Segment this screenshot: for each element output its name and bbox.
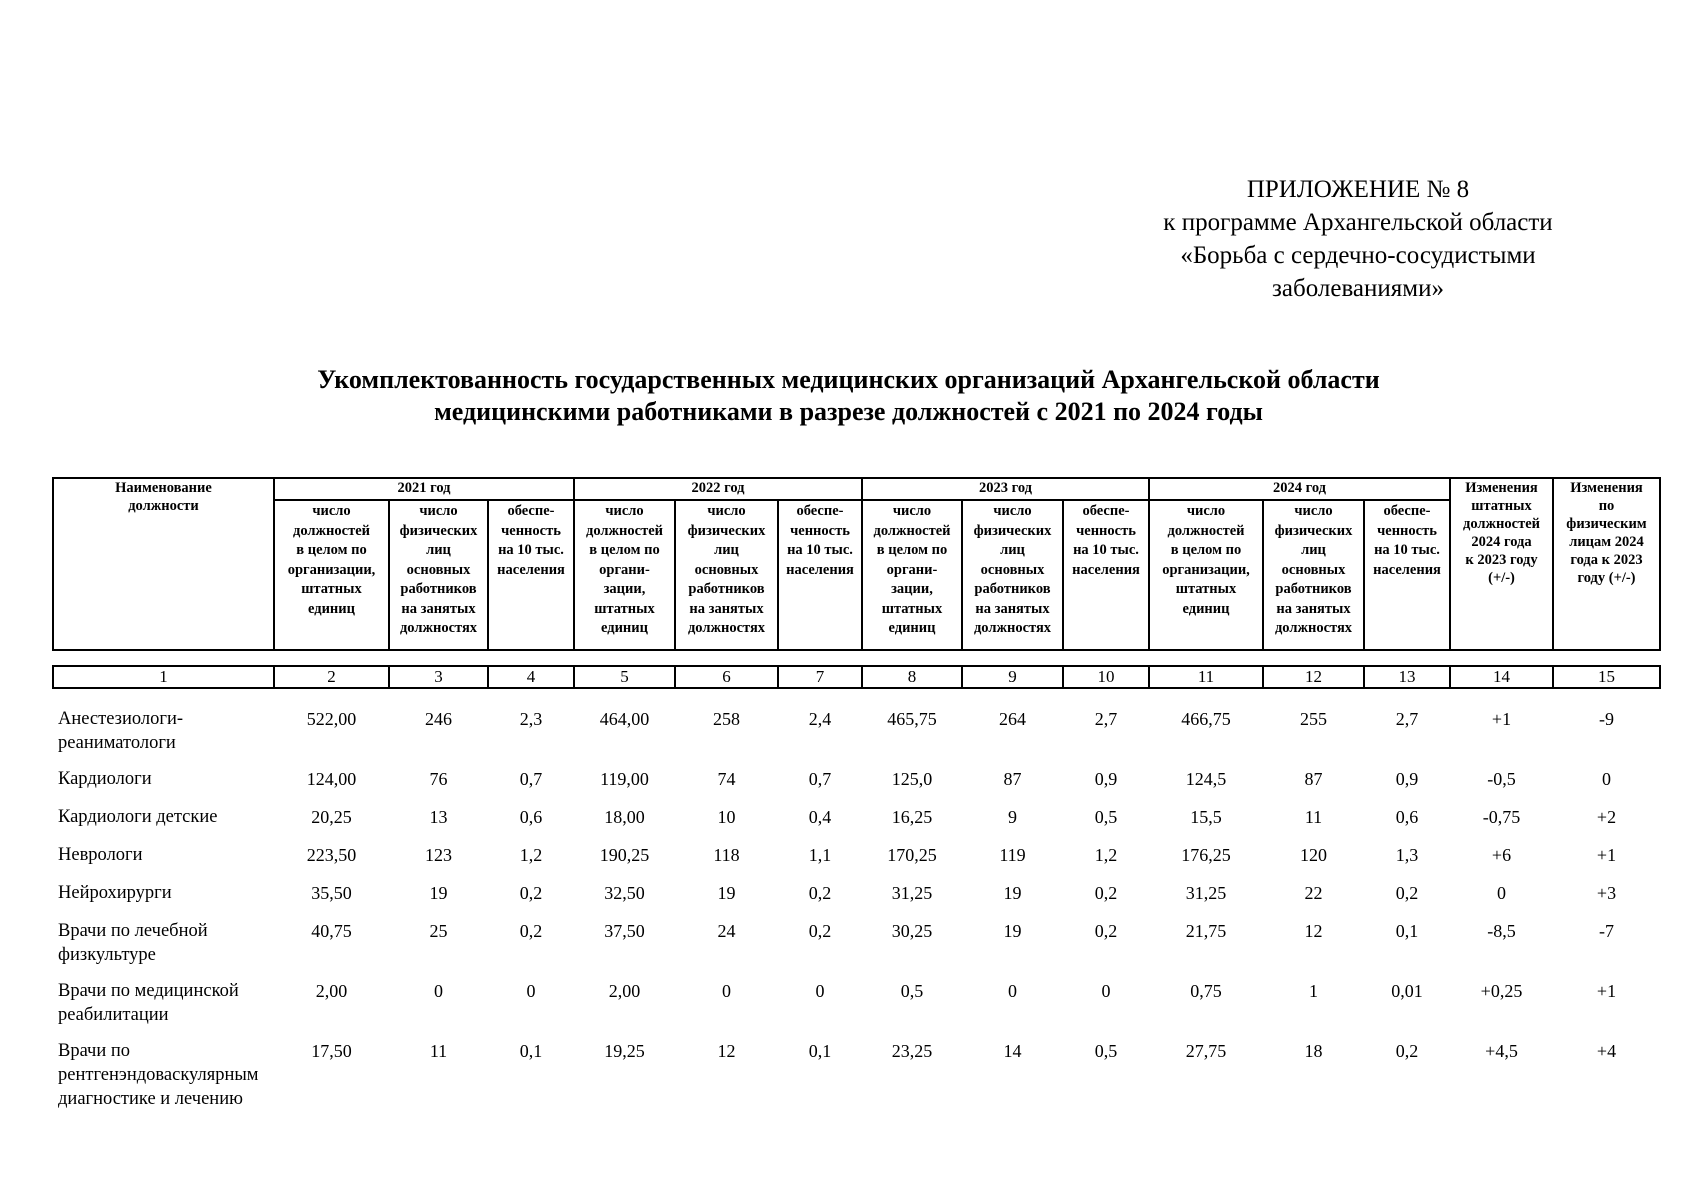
- value-cell: 19,25: [604, 1041, 645, 1061]
- position-name-cell: Кардиологи: [58, 769, 152, 789]
- value-cell: 12: [1304, 921, 1323, 941]
- value-cell: 0,5: [1094, 1041, 1118, 1061]
- table-header: [53, 478, 1660, 650]
- value-cell: 20,25: [311, 807, 352, 827]
- value-cell: 0,1: [1395, 921, 1419, 941]
- value-cell: +4: [1596, 1041, 1617, 1061]
- value-cell: 118: [713, 845, 740, 865]
- value-cell: 0,5: [1094, 807, 1118, 827]
- column-number-cell: 15: [1553, 666, 1660, 688]
- value-cell: 0,2: [808, 883, 832, 903]
- header-year-2021: 2021 год: [274, 478, 574, 500]
- value-cell: 123: [425, 845, 452, 865]
- value-cell: 119: [999, 845, 1026, 865]
- value-cell: 0,6: [519, 807, 543, 827]
- value-cell: 17,50: [311, 1041, 352, 1061]
- column-number-row-group: [53, 650, 1660, 703]
- value-cell: 0: [1497, 883, 1506, 903]
- value-cell: -9: [1599, 709, 1614, 729]
- table-row: [53, 915, 1660, 975]
- header-sub-positions: число должностей в целом по организации, штатных единиц: [274, 500, 389, 650]
- value-cell: +1: [1596, 845, 1617, 865]
- value-cell: 0: [1008, 981, 1017, 1001]
- column-number-cell: 12: [1263, 666, 1364, 688]
- value-cell: 190,25: [599, 845, 650, 865]
- appendix-line-2: к программе Архангельской области: [1163, 209, 1553, 236]
- column-number-cell: 6: [675, 666, 778, 688]
- position-name-cell: Врачи по лечебной физкультуре: [58, 921, 208, 965]
- header-year-2022: 2022 год: [574, 478, 862, 500]
- value-cell: 1,3: [1395, 845, 1419, 865]
- column-number-cell: 5: [574, 666, 675, 688]
- value-cell: 18,00: [604, 807, 645, 827]
- value-cell: 0,2: [808, 921, 832, 941]
- value-cell: 87: [1003, 769, 1022, 789]
- value-cell: 11: [1304, 807, 1323, 827]
- column-number-cell: 7: [778, 666, 862, 688]
- header-sub-persons: число физических лиц основных работников на занятых должностях: [1263, 500, 1364, 650]
- value-cell: 0,2: [519, 883, 543, 903]
- header-sub-positions: число должностей в целом по органи- зации, штатных единиц: [574, 500, 675, 650]
- value-cell: 1,2: [1094, 845, 1118, 865]
- value-cell: 2,7: [1094, 709, 1118, 729]
- value-cell: -7: [1599, 921, 1614, 941]
- value-cell: 124,00: [306, 769, 357, 789]
- value-cell: 74: [717, 769, 736, 789]
- value-cell: 120: [1300, 845, 1327, 865]
- value-cell: -8,5: [1487, 921, 1516, 941]
- appendix-header: [1128, 173, 1588, 305]
- header-sub-persons: число физических лиц основных работников на занятых должностях: [962, 500, 1063, 650]
- value-cell: 40,75: [311, 921, 352, 941]
- value-cell: 0,1: [519, 1041, 543, 1061]
- value-cell: 2,3: [519, 709, 543, 729]
- value-cell: 31,25: [1185, 883, 1227, 903]
- value-cell: 21,75: [1185, 921, 1227, 941]
- value-cell: 0,2: [1094, 883, 1118, 903]
- value-cell: 19: [1003, 883, 1022, 903]
- value-cell: 176,25: [1181, 845, 1231, 865]
- column-number-cell: 4: [488, 666, 574, 688]
- value-cell: 10: [717, 807, 736, 827]
- header-sub-provision: обеспе- ченность на 10 тыс. населения: [1063, 500, 1149, 650]
- column-number-cell: 14: [1450, 666, 1553, 688]
- value-cell: 119,00: [600, 769, 649, 789]
- value-cell: 0,7: [519, 769, 543, 789]
- column-number-row: [53, 666, 1660, 688]
- column-number-cell: 1: [53, 666, 274, 688]
- value-cell: -0,75: [1482, 807, 1521, 827]
- value-cell: 223,50: [306, 845, 357, 865]
- header-sub-positions: число должностей в целом по организации, штатных единиц: [1149, 500, 1263, 650]
- header-sub-provision: обеспе- ченность на 10 тыс. населения: [488, 500, 574, 650]
- value-cell: 0,5: [900, 981, 924, 1001]
- column-number-cell: 11: [1149, 666, 1263, 688]
- value-cell: 0,4: [808, 807, 832, 827]
- value-cell: 170,25: [887, 845, 937, 865]
- value-cell: +1: [1596, 981, 1617, 1001]
- position-name-cell: Неврологи: [58, 845, 143, 865]
- value-cell: 125,0: [891, 769, 933, 789]
- position-name-cell: Нейрохирурги: [58, 883, 172, 903]
- column-number-cell: 2: [274, 666, 389, 688]
- header-sub-provision: обеспе- ченность на 10 тыс. населения: [1364, 500, 1450, 650]
- value-cell: 464,00: [599, 709, 650, 729]
- value-cell: -0,5: [1487, 769, 1516, 789]
- value-cell: 37,50: [604, 921, 645, 941]
- value-cell: 9: [1008, 807, 1017, 827]
- value-cell: 0,2: [519, 921, 543, 941]
- value-cell: +3: [1596, 883, 1617, 903]
- value-cell: 2,7: [1395, 709, 1419, 729]
- table-row: [53, 877, 1660, 915]
- value-cell: 466,75: [1181, 709, 1231, 729]
- value-cell: 246: [425, 709, 452, 729]
- position-name-cell: Врачи по рентгенэндоваскулярным диагностике и лечению: [58, 1041, 259, 1109]
- value-cell: 0,75: [1190, 981, 1222, 1001]
- value-cell: 76: [429, 769, 448, 789]
- value-cell: 1: [1309, 981, 1318, 1001]
- value-cell: 0: [722, 981, 731, 1001]
- value-cell: 22: [1304, 883, 1323, 903]
- value-cell: 0: [526, 981, 536, 1001]
- body-gap: [53, 688, 1660, 703]
- value-cell: 27,75: [1185, 1041, 1227, 1061]
- value-cell: 12: [717, 1041, 736, 1061]
- header-gap: [53, 650, 1660, 666]
- value-cell: 0,01: [1391, 981, 1423, 1001]
- value-cell: 15,5: [1190, 807, 1222, 827]
- value-cell: 13: [429, 807, 448, 827]
- position-name-cell: Анестезиологи- реаниматологи: [58, 709, 184, 753]
- header-row-years: [53, 478, 1660, 500]
- value-cell: 23,25: [891, 1041, 933, 1061]
- column-number-cell: 9: [962, 666, 1063, 688]
- table-body: [53, 703, 1660, 1117]
- value-cell: +1: [1491, 709, 1512, 729]
- header-year-2024: 2024 год: [1149, 478, 1450, 500]
- value-cell: 25: [429, 921, 448, 941]
- staffing-table: [52, 477, 1661, 1117]
- value-cell: 0: [434, 981, 443, 1001]
- table-row: [53, 801, 1660, 839]
- value-cell: 19: [717, 883, 736, 903]
- value-cell: 0,2: [1395, 883, 1419, 903]
- value-cell: 0,2: [1395, 1041, 1419, 1061]
- value-cell: 0,9: [1395, 769, 1419, 789]
- table-row: [53, 1035, 1660, 1117]
- header-change-staff: Изменения штатных должностей 2024 года к 2023 году (+/-): [1450, 478, 1553, 650]
- value-cell: +2: [1596, 807, 1617, 827]
- value-cell: +0,25: [1480, 981, 1523, 1001]
- value-cell: 87: [1304, 769, 1323, 789]
- header-sub-positions: число должностей в целом по органи- зации, штатных единиц: [862, 500, 962, 650]
- table-row: [53, 975, 1660, 1035]
- column-number-cell: 3: [389, 666, 488, 688]
- document-title-line-2: медицинскими работниками в разрезе должностей с 2021 по 2024 годы: [434, 397, 1263, 426]
- value-cell: 0,1: [808, 1041, 832, 1061]
- value-cell: 2,00: [608, 981, 641, 1001]
- value-cell: +6: [1491, 845, 1512, 865]
- value-cell: 1,2: [519, 845, 543, 865]
- header-row-sub: [53, 500, 1660, 650]
- value-cell: 0: [1602, 769, 1611, 789]
- position-name-cell: Кардиологи детские: [58, 807, 218, 827]
- value-cell: 0: [815, 981, 825, 1001]
- value-cell: 16,25: [891, 807, 933, 827]
- table-row: [53, 839, 1660, 877]
- header-change-phys: Изменения по физическим лицам 2024 года к 2023 году (+/-): [1553, 478, 1660, 650]
- table-row: [53, 763, 1660, 801]
- value-cell: 124,5: [1185, 769, 1227, 789]
- value-cell: 19: [1003, 921, 1022, 941]
- column-number-cell: 13: [1364, 666, 1450, 688]
- value-cell: 258: [713, 709, 740, 729]
- value-cell: 465,75: [887, 709, 937, 729]
- document-title: [150, 364, 1547, 428]
- appendix-number: ПРИЛОЖЕНИЕ № 8: [1246, 176, 1470, 203]
- value-cell: 19: [429, 883, 448, 903]
- document-title-line-1: Укомплектованность государственных медицинских организаций Архангельской области: [317, 365, 1380, 394]
- value-cell: 255: [1300, 709, 1327, 729]
- value-cell: 1,1: [808, 845, 832, 865]
- value-cell: 2,00: [315, 981, 348, 1001]
- value-cell: 30,25: [891, 921, 933, 941]
- appendix-line-3: «Борьба с сердечно-сосудистыми: [1180, 242, 1536, 269]
- value-cell: 32,50: [604, 883, 645, 903]
- appendix-line-4: заболеваниями»: [1272, 275, 1444, 302]
- value-cell: 14: [1003, 1041, 1022, 1061]
- value-cell: 2,4: [808, 709, 832, 729]
- column-number-cell: 10: [1063, 666, 1149, 688]
- value-cell: 522,00: [306, 709, 357, 729]
- position-name-cell: Врачи по медицинской реабилитации: [58, 981, 239, 1025]
- header-sub-persons: число физических лиц основных работников на занятых должностях: [389, 500, 488, 650]
- value-cell: 11: [429, 1041, 448, 1061]
- value-cell: 0,2: [1094, 921, 1118, 941]
- value-cell: 0,6: [1395, 807, 1419, 827]
- header-sub-persons: число физических лиц основных работников на занятых должностях: [675, 500, 778, 650]
- value-cell: +4,5: [1485, 1041, 1518, 1061]
- header-position-name: Наименование должности: [53, 478, 274, 650]
- value-cell: 24: [717, 921, 736, 941]
- header-year-2023: 2023 год: [862, 478, 1149, 500]
- value-cell: 0,9: [1094, 769, 1118, 789]
- value-cell: 18: [1304, 1041, 1323, 1061]
- value-cell: 0,7: [808, 769, 832, 789]
- value-cell: 31,25: [891, 883, 933, 903]
- value-cell: 35,50: [311, 883, 352, 903]
- value-cell: 264: [999, 709, 1026, 729]
- value-cell: 0: [1101, 981, 1111, 1001]
- table-row: [53, 703, 1660, 763]
- column-number-cell: 8: [862, 666, 962, 688]
- header-sub-provision: обеспе- ченность на 10 тыс. населения: [778, 500, 862, 650]
